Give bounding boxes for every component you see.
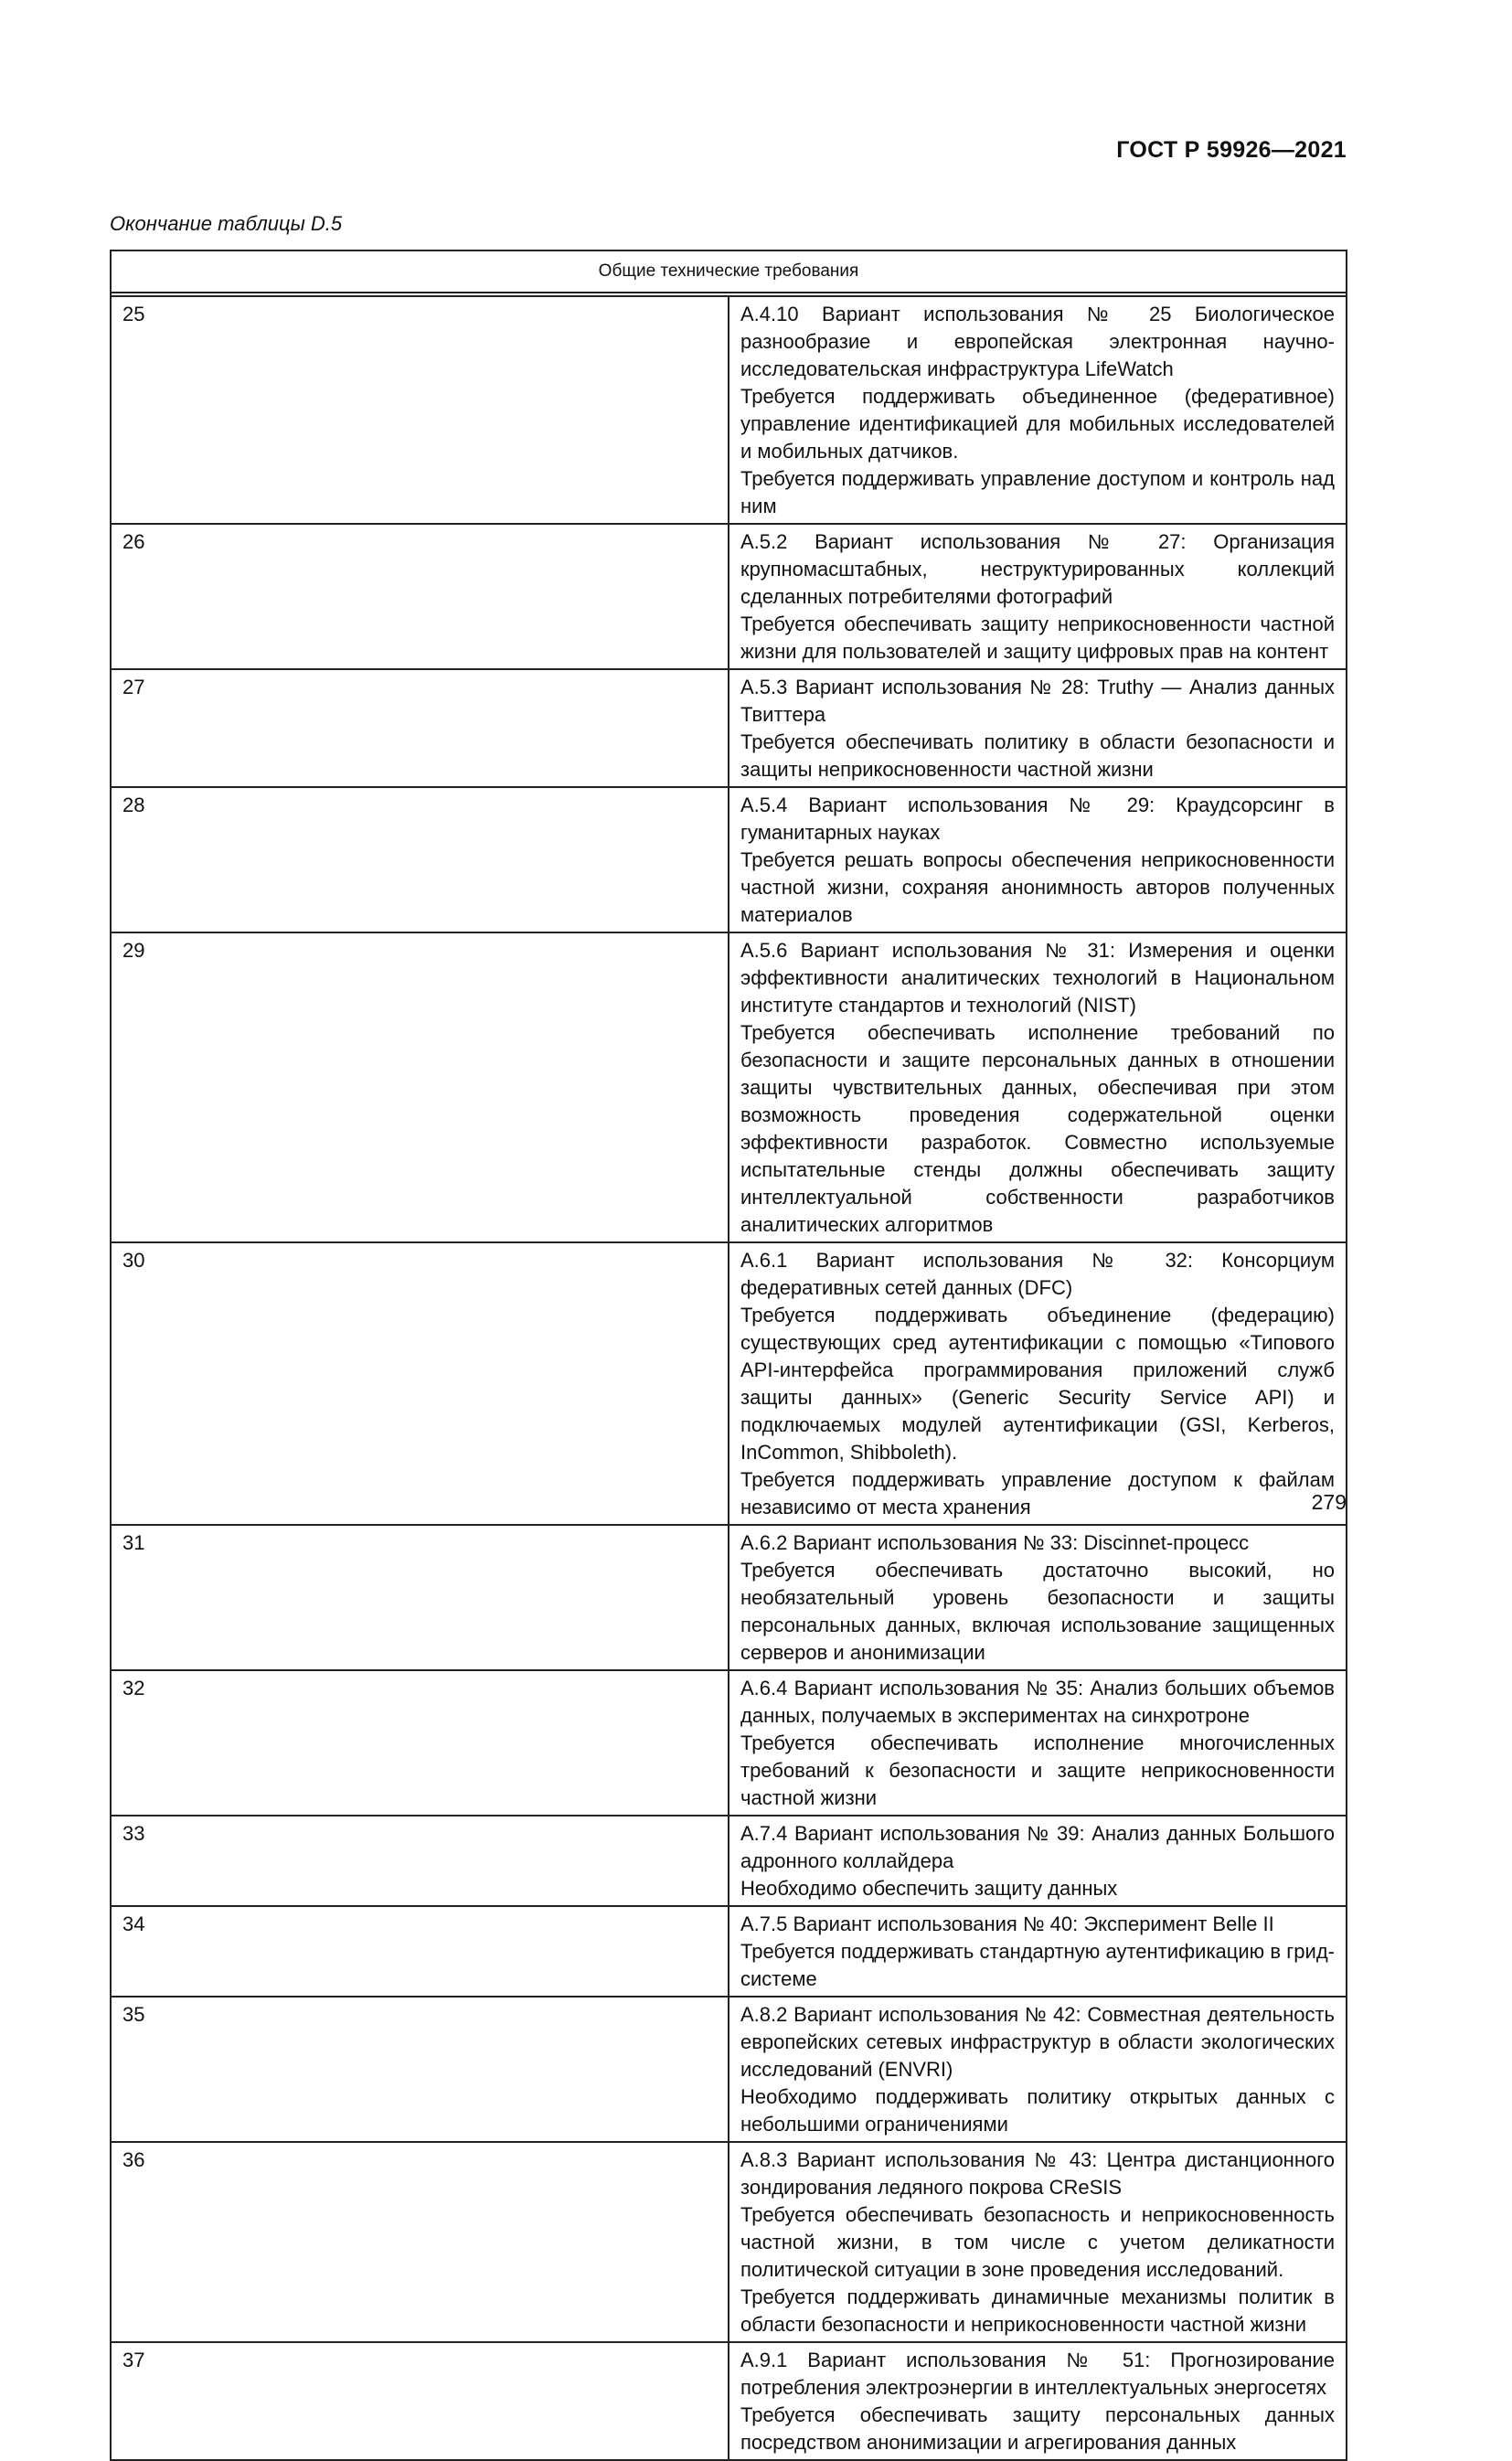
use-case-title: А.8.2 Вариант использования № 42: Совместная деятельность европейских сетевых инфраструктур в области экологических исследований (ENVRI) [740, 2003, 1335, 2081]
requirement-line: Требуется поддерживать стандартную аутентификацию в грид-системе [740, 1940, 1335, 1990]
row-number: 29 [111, 932, 729, 1242]
requirement-line: Требуется обеспечивать безопасность и неприкосновенность частной жизни, в том числе с учетом деликатности политической ситуации в зоне проведения исследований. [740, 2203, 1335, 2281]
requirement-text-cell [729, 669, 1347, 787]
use-case-title: А.6.2 Вариант использования № 33: Discinnet-процесс [740, 1531, 1250, 1554]
table-row [111, 1525, 1347, 1670]
requirement-text-cell [729, 787, 1347, 932]
requirement-line: Требуется поддерживать объединенное (федеративное) управление идентификацией для мобильных исследователей и мобильных датчиков. [740, 385, 1335, 463]
row-number: 34 [111, 1906, 729, 1997]
row-number: 27 [111, 669, 729, 787]
table-row [111, 1906, 1347, 1997]
table-row [111, 296, 1347, 524]
requirement-text-cell [729, 296, 1347, 524]
requirement-text-cell [729, 2342, 1347, 2460]
requirement-line: Требуется поддерживать объединение (федерацию) существующих сред аутентификации с помощью «Типового API-интерфейса программирования приложений служб защиты данных» (Generic Security Service API) и подключаемых модулей аутентификации (GSI, Kerberos, InCommon, Shibboleth). [740, 1304, 1335, 1464]
use-case-title: А.7.4 Вариант использования № 39: Анализ данных Большого адронного коллайдера [740, 1822, 1335, 1872]
table-header-row [111, 250, 1347, 293]
requirement-line: Требуется поддерживать динамичные механизмы политик в области безопасности и неприкосновенности частной жизни [740, 2285, 1335, 2336]
requirements-table [110, 250, 1347, 2461]
row-number: 32 [111, 1670, 729, 1816]
requirement-line: Требуется обеспечивать политику в области безопасности и защиты неприкосновенности частной жизни [740, 730, 1335, 781]
row-number: 26 [111, 524, 729, 669]
row-number: 37 [111, 2342, 729, 2460]
table-row [111, 2342, 1347, 2460]
requirement-text-cell [729, 1906, 1347, 1997]
requirement-line: Требуется обеспечивать исполнение многочисленных требований к безопасности и защите неприкосновенности частной жизни [740, 1731, 1335, 1809]
use-case-title: А.5.6 Вариант использования № 31: Измерения и оценки эффективности аналитических технологий в Национальном институте стандартов и технологий (NIST) [740, 939, 1335, 1017]
table-row [111, 2142, 1347, 2342]
document-standard-header: ГОСТ Р 59926—2021 [1116, 137, 1347, 163]
page-number: 279 [1311, 1490, 1347, 1514]
requirement-text-cell [729, 1670, 1347, 1816]
use-case-title: А.4.10 Вариант использования № 25 Биологическое разнообразие и европейская электронная научно-исследовательская инфраструктура LifeWatch [740, 303, 1335, 380]
requirement-line: Требуется поддерживать управление доступом к файлам независимо от места хранения [740, 1468, 1335, 1518]
table-row [111, 1816, 1347, 1906]
table-row [111, 524, 1347, 669]
requirement-text-cell [729, 1525, 1347, 1670]
table-row [111, 1670, 1347, 1816]
table-caption: Окончание таблицы D.5 [110, 212, 343, 235]
requirement-text-cell [729, 2142, 1347, 2342]
requirement-text-cell [729, 932, 1347, 1242]
use-case-title: А.8.3 Вариант использования № 43: Центра дистанционного зондирования ледяного покрова CReSIS [740, 2148, 1335, 2199]
use-case-title: А.5.2 Вариант использования № 27: Организация крупномасштабных, неструктурированных коллекций сделанных потребителями фотографий [740, 530, 1335, 608]
requirement-line: Требуется обеспечивать защиту неприкосновенности частной жизни для пользователей и защиту цифровых прав на контент [740, 613, 1335, 663]
use-case-title: А.5.4 Вариант использования № 29: Краудсорсинг в гуманитарных науках [740, 794, 1335, 844]
table-row [111, 669, 1347, 787]
requirement-text-cell [729, 1997, 1347, 2142]
row-number: 30 [111, 1242, 729, 1525]
row-number: 31 [111, 1525, 729, 1670]
table-row [111, 932, 1347, 1242]
requirement-text-cell [729, 524, 1347, 669]
requirement-line: Требуется решать вопросы обеспечения неприкосновенности частной жизни, сохраняя анонимность авторов полученных материалов [740, 848, 1335, 926]
requirement-text-cell [729, 1242, 1347, 1525]
table-body [111, 293, 1347, 2460]
use-case-title: А.9.1 Вариант использования № 51: Прогнозирование потребления электроэнергии в интеллектуальных энергосетях [740, 2349, 1335, 2399]
row-number: 25 [111, 296, 729, 524]
requirement-line: Требуется обеспечивать достаточно высокий, но необязательный уровень безопасности и защиты персональных данных, включая использование защищенных серверов и анонимизации [740, 1559, 1335, 1664]
requirement-text-cell [729, 1816, 1347, 1906]
table-row [111, 1997, 1347, 2142]
requirement-line: Требуется обеспечивать защиту персональных данных посредством анонимизации и агрегирования данных [740, 2403, 1335, 2454]
row-number: 36 [111, 2142, 729, 2342]
table-row [111, 1242, 1347, 1525]
use-case-title: А.6.1 Вариант использования № 32: Консорциум федеративных сетей данных (DFC) [740, 1249, 1335, 1299]
use-case-title: А.5.3 Вариант использования № 28: Truthy — Анализ данных Твиттера [740, 676, 1335, 726]
row-number: 35 [111, 1997, 729, 2142]
row-number: 33 [111, 1816, 729, 1906]
requirement-line: Требуется поддерживать управление доступом и контроль над ним [740, 467, 1335, 517]
use-case-title: А.6.4 Вариант использования № 35: Анализ больших объемов данных, получаемых в экспериментах на синхротроне [740, 1677, 1335, 1727]
use-case-title: А.7.5 Вариант использования № 40: Эксперимент Belle II [740, 1912, 1274, 1935]
row-number: 28 [111, 787, 729, 932]
requirement-line: Необходимо обеспечить защиту данных [740, 1877, 1118, 1900]
column-header: Общие технические требования [111, 250, 1347, 293]
table-row [111, 787, 1347, 932]
requirement-line: Необходимо поддерживать политику открытых данных с небольшими ограничениями [740, 2085, 1335, 2136]
requirement-line: Требуется обеспечивать исполнение требований по безопасности и защите персональных данных в отношении защиты чувствительных данных, обеспечивая при этом возможность проведения содержательной оценки эффективности разработок. Совместно используемые испытательные стенды должны обеспечивать защиту интеллектуальной собственности разработчиков аналитических алгоритмов [740, 1021, 1335, 1236]
